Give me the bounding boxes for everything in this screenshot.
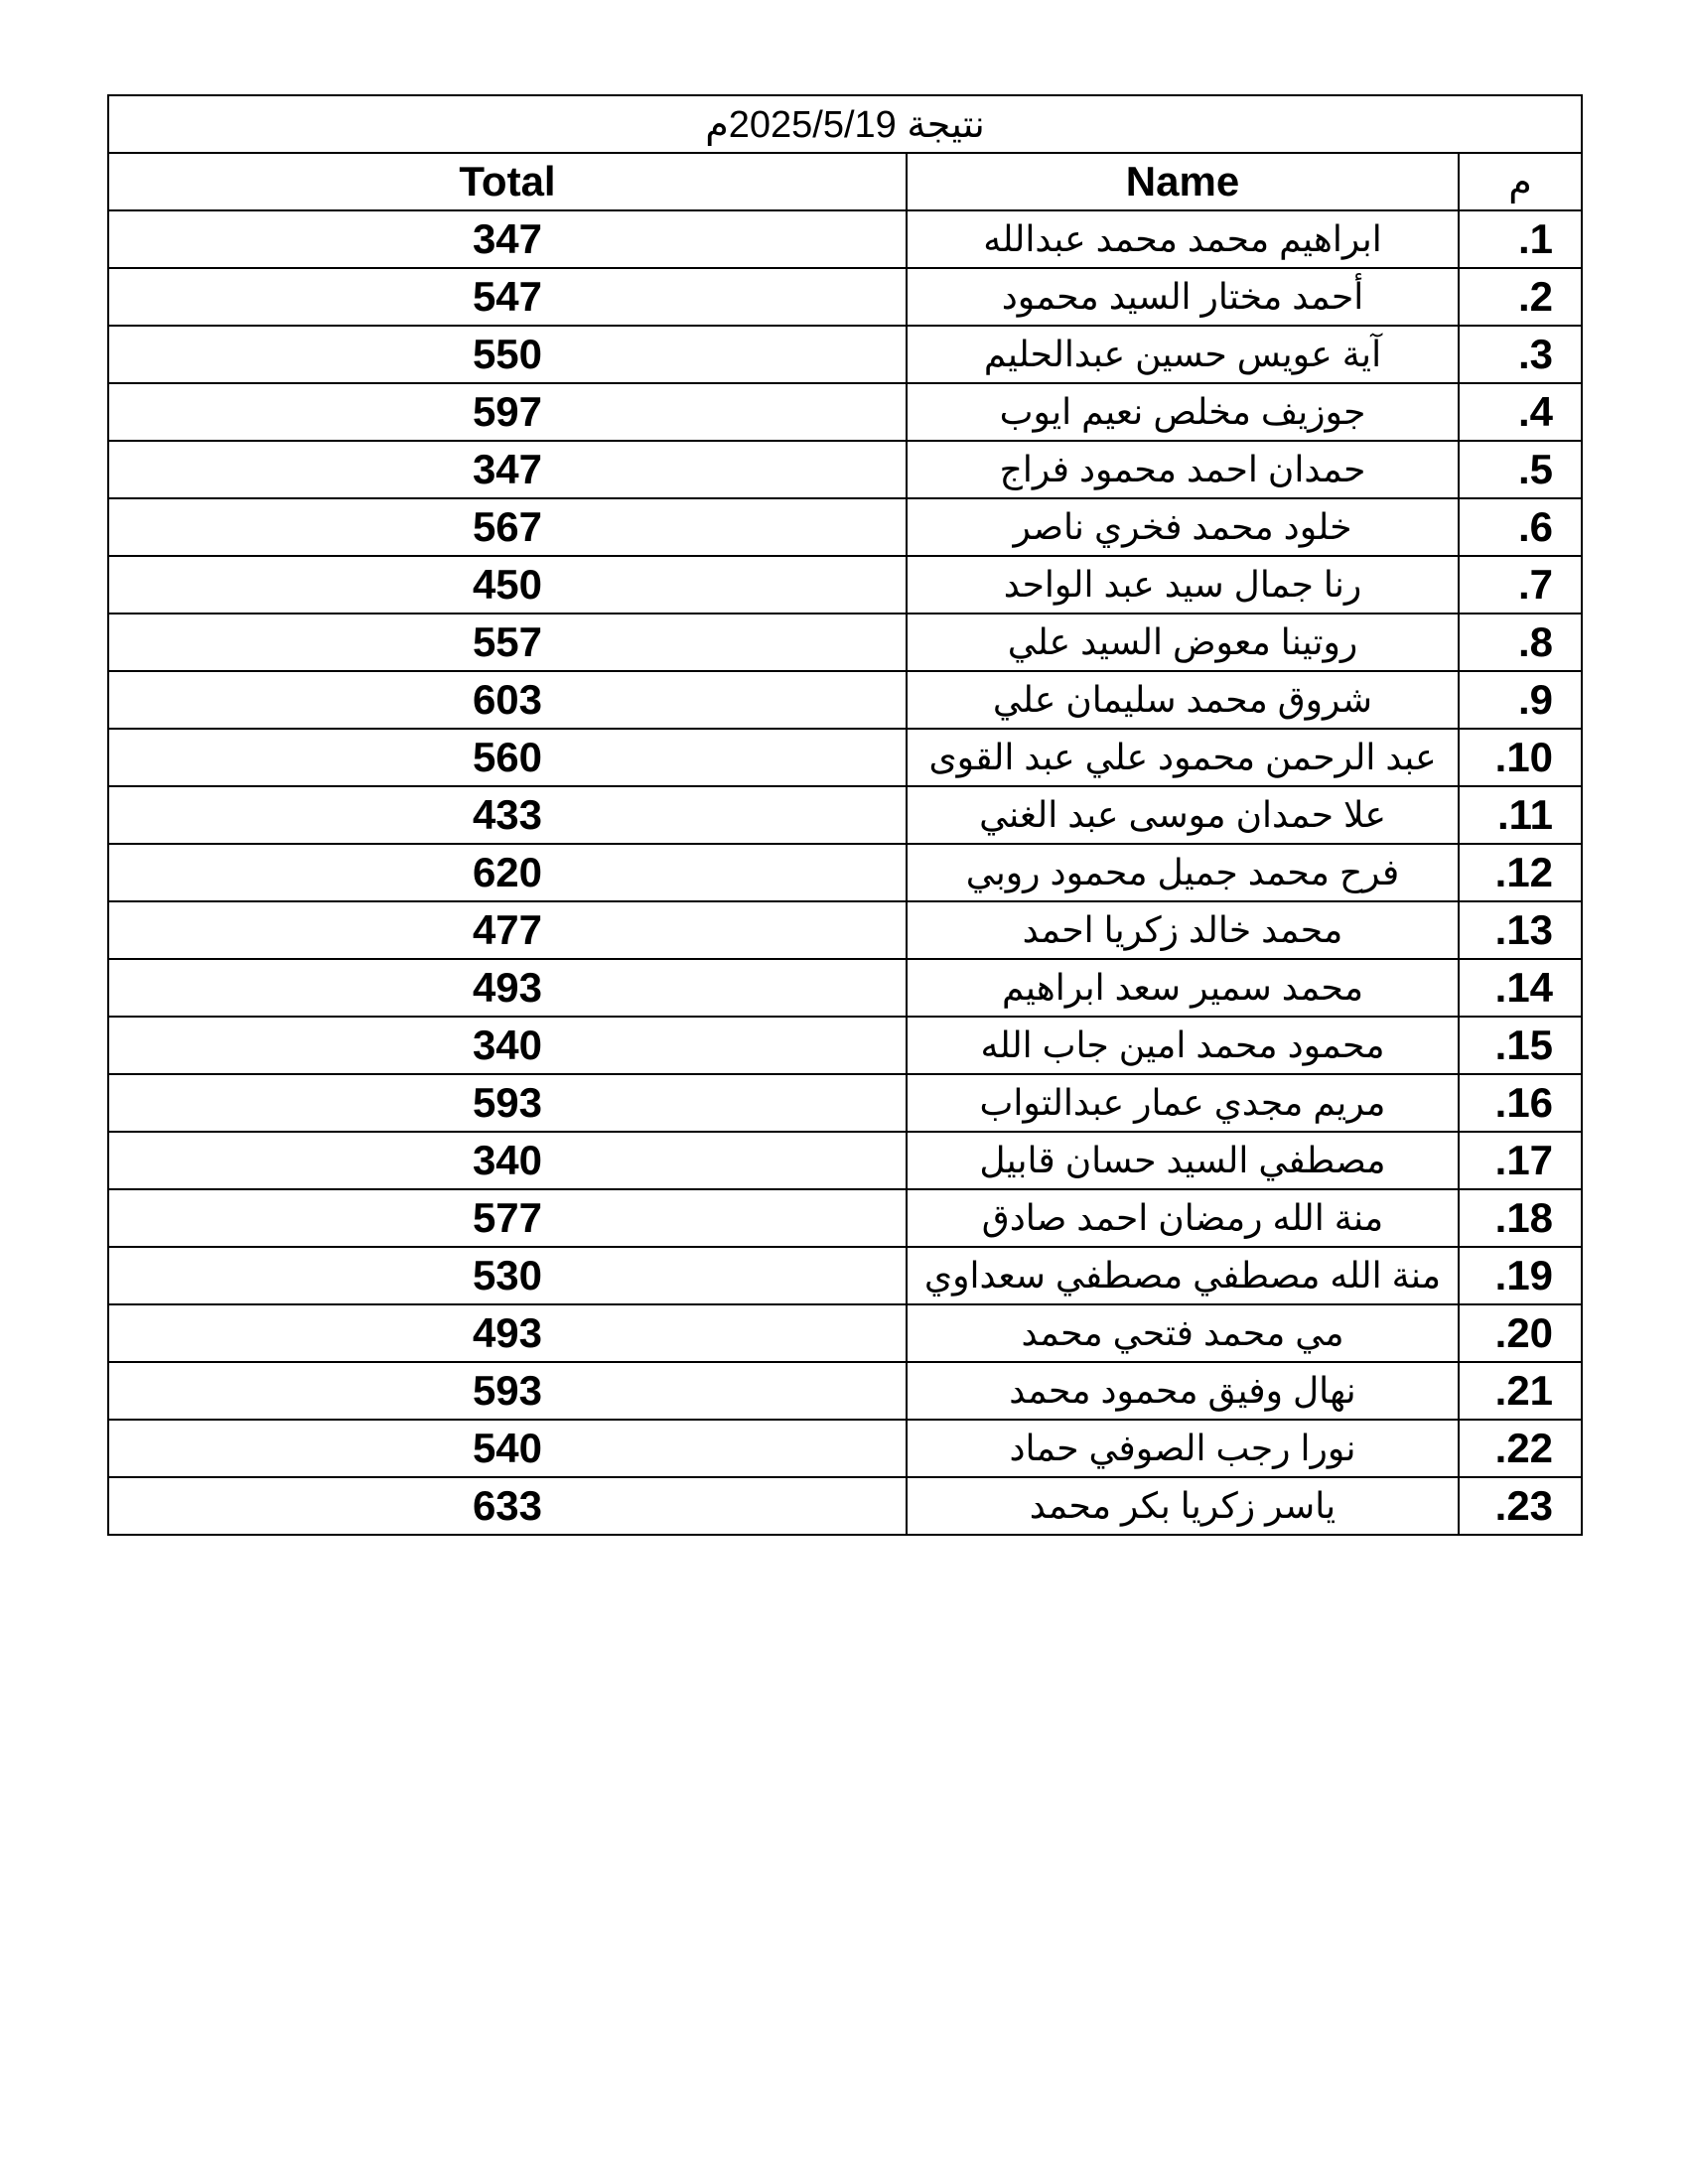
row-total: 493 [108,959,907,1017]
row-number: 1. [1459,210,1582,268]
row-total: 567 [108,498,907,556]
table-row [108,1247,1582,1304]
table-row [108,1074,1582,1132]
row-number: 19. [1459,1247,1582,1304]
row-total: 557 [108,614,907,671]
table-row [108,1477,1582,1535]
row-name: محمد خالد زكريا احمد [907,901,1459,959]
row-name: روتينا معوض السيد علي [907,614,1459,671]
document-title: نتيجة 2025/5/19م [108,95,1582,153]
row-number: 4. [1459,383,1582,441]
row-number: 11. [1459,786,1582,844]
row-number: 16. [1459,1074,1582,1132]
row-name: محمود محمد امين جاب الله [907,1017,1459,1074]
title-row [108,95,1582,153]
row-name: علا حمدان موسى عبد الغني [907,786,1459,844]
row-number: 23. [1459,1477,1582,1535]
table-row [108,210,1582,268]
table-row [108,268,1582,326]
row-number: 21. [1459,1362,1582,1420]
row-total: 620 [108,844,907,901]
row-number: 9. [1459,671,1582,729]
row-total: 603 [108,671,907,729]
table-row [108,1304,1582,1362]
row-name: عبد الرحمن محمود علي عبد القوى [907,729,1459,786]
row-name: نورا رجب الصوفي حماد [907,1420,1459,1477]
row-number: 10. [1459,729,1582,786]
row-total: 340 [108,1017,907,1074]
row-number: 20. [1459,1304,1582,1362]
header-number: م [1459,153,1582,210]
row-number: 7. [1459,556,1582,614]
row-number: 12. [1459,844,1582,901]
row-total: 597 [108,383,907,441]
row-total: 540 [108,1420,907,1477]
row-total: 560 [108,729,907,786]
table-row [108,1420,1582,1477]
results-table [107,94,1583,1536]
row-name: مريم مجدي عمار عبدالتواب [907,1074,1459,1132]
row-total: 577 [108,1189,907,1247]
table-row [108,1132,1582,1189]
row-total: 450 [108,556,907,614]
row-name: جوزيف مخلص نعيم ايوب [907,383,1459,441]
row-name: منة الله رمضان احمد صادق [907,1189,1459,1247]
table-row [108,614,1582,671]
table-row [108,441,1582,498]
row-number: 18. [1459,1189,1582,1247]
row-number: 3. [1459,326,1582,383]
results-sheet [107,94,1581,1536]
row-total: 433 [108,786,907,844]
row-number: 17. [1459,1132,1582,1189]
row-total: 593 [108,1074,907,1132]
table-row [108,498,1582,556]
row-total: 550 [108,326,907,383]
row-total: 633 [108,1477,907,1535]
table-row [108,1362,1582,1420]
table-body [108,210,1582,1535]
row-name: أحمد مختار السيد محمود [907,268,1459,326]
table-row [108,383,1582,441]
row-name: مي محمد فتحي محمد [907,1304,1459,1362]
row-total: 547 [108,268,907,326]
table-row [108,959,1582,1017]
row-name: ياسر زكريا بكر محمد [907,1477,1459,1535]
table-row [108,844,1582,901]
table-row [108,729,1582,786]
row-total: 477 [108,901,907,959]
table-row [108,901,1582,959]
row-name: خلود محمد فخري ناصر [907,498,1459,556]
table-row [108,1017,1582,1074]
table-row [108,671,1582,729]
row-name: رنا جمال سيد عبد الواحد [907,556,1459,614]
row-name: فرح محمد جميل محمود روبي [907,844,1459,901]
row-number: 8. [1459,614,1582,671]
row-total: 493 [108,1304,907,1362]
row-name: محمد سمير سعد ابراهيم [907,959,1459,1017]
row-total: 530 [108,1247,907,1304]
row-number: 22. [1459,1420,1582,1477]
row-name: آية عويس حسين عبدالحليم [907,326,1459,383]
row-number: 15. [1459,1017,1582,1074]
table-row [108,556,1582,614]
row-total: 347 [108,441,907,498]
row-name: نهال وفيق محمود محمد [907,1362,1459,1420]
row-number: 6. [1459,498,1582,556]
table-row [108,326,1582,383]
row-name: حمدان احمد محمود فراج [907,441,1459,498]
row-number: 13. [1459,901,1582,959]
table-row [108,786,1582,844]
row-number: 2. [1459,268,1582,326]
header-name: Name [907,153,1459,210]
header-row [108,153,1582,210]
row-name: شروق محمد سليمان علي [907,671,1459,729]
row-name: منة الله مصطفي مصطفي سعداوي [907,1247,1459,1304]
row-name: ابراهيم محمد محمد عبدالله [907,210,1459,268]
row-number: 14. [1459,959,1582,1017]
row-number: 5. [1459,441,1582,498]
row-total: 593 [108,1362,907,1420]
row-total: 347 [108,210,907,268]
row-name: مصطفي السيد حسان قابيل [907,1132,1459,1189]
table-row [108,1189,1582,1247]
row-total: 340 [108,1132,907,1189]
header-total: Total [108,153,907,210]
